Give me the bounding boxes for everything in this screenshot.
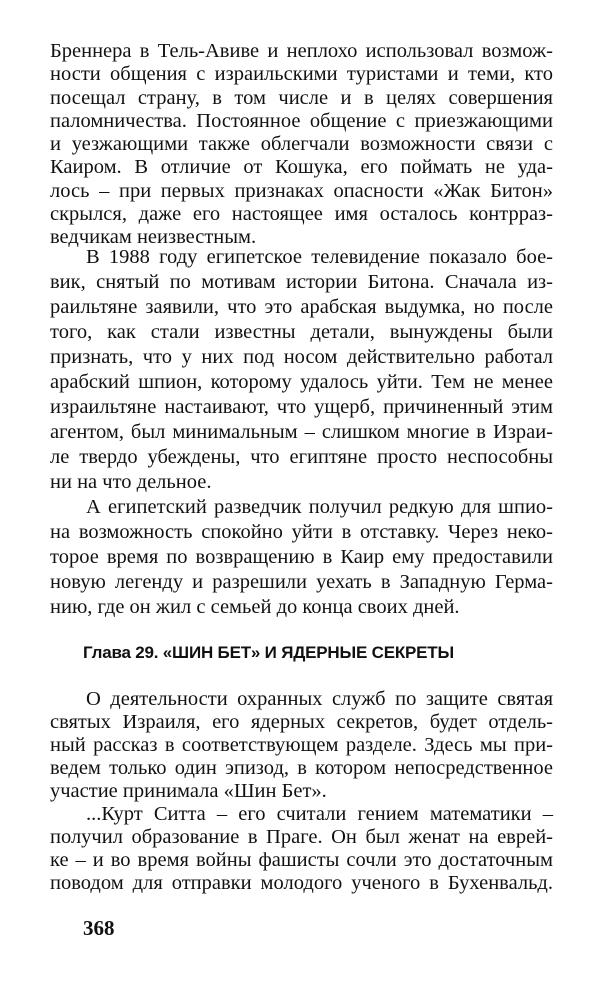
- text-line: ведем только один эпизод, в котором непосредственное: [50, 757, 553, 779]
- paragraph: [50, 688, 553, 803]
- text-line: посещал страну, в том числе и в целях совершения: [50, 86, 553, 109]
- text-line: ке – и во время войны фашисты сочли это достаточным: [50, 849, 553, 871]
- text-block-middle: [50, 245, 553, 620]
- text-line: и уезжающими также облегчали возможности связи с: [50, 133, 553, 156]
- text-line: скрылся, даже его настоящее имя осталось контрраз-: [50, 203, 553, 226]
- text-line: ный рассказ в соответствующем разделе. Здесь мы при-: [50, 734, 553, 756]
- text-line: В 1988 году египетское телевидение показало бое-: [86, 246, 553, 268]
- text-block-bottom: [50, 688, 553, 895]
- text-line: А египетский разведчик получил редкую для шпио-: [86, 496, 553, 518]
- text-line: того, как стали известны детали, вынуждены были: [50, 321, 553, 343]
- text-line: нию, где он жил с семьей до конца своих дней.: [50, 596, 460, 618]
- text-line: израильтяне настаивают, что ущерб, причиненный этим: [50, 396, 553, 418]
- text-line: О деятельности охранных служб по защите святая: [86, 688, 553, 710]
- text-line: поводом для отправки молодого ученого в Бухенвальд.: [50, 872, 553, 894]
- text-line: арабский шпион, которому удалось уйти. Тем не менее: [50, 371, 553, 393]
- chapter-heading: Глава 29. «ШИН БЕТ» И ЯДЕРНЫЕ СЕКРЕТЫ: [83, 643, 454, 662]
- paragraph: [50, 245, 553, 495]
- text-line: вик, снятый по мотивам истории Битона. Сначала из-: [50, 271, 553, 293]
- text-block-top: [50, 40, 553, 250]
- text-line: Бреннера в Тель-Авиве и неплохо использовал возмож-: [50, 40, 553, 62]
- text-line: получил образование в Праге. Он был женат на еврей-: [50, 826, 553, 848]
- text-line: паломничества. Постоянное общение с приезжающими: [50, 109, 553, 132]
- text-line: агентом, был минимальным – слишком многие в Израи-: [50, 421, 553, 443]
- text-line: ле твердо убеждены, что египтяне просто неспособны: [50, 446, 553, 468]
- text-line: участие принимала «Шин Бет».: [50, 780, 327, 802]
- text-line: лось – при первых признаках опасности «Жак Битон»: [50, 179, 553, 202]
- text-line: ведчикам неизвестным.: [50, 226, 257, 249]
- text-line: Каиром. В отличие от Кошука, его поймать не уда-: [50, 156, 553, 179]
- text-line: раильтяне заявили, что это арабская выдумка, но после: [50, 296, 553, 318]
- text-line: святых Израиля, его ядерных секретов, будет отдель-: [50, 711, 553, 733]
- text-line: ни на что дельное.: [50, 471, 212, 493]
- text-line: ...Курт Ситта – его считали гением математики –: [86, 803, 553, 825]
- text-line: на возможность спокойно уйти в отставку. Через неко-: [50, 521, 553, 543]
- text-line: признать, что у них под носом действительно работал: [50, 346, 553, 368]
- paragraph: [50, 40, 553, 250]
- text-line: торое время по возвращению в Каир ему предоставили: [50, 546, 553, 568]
- page-number: 368: [83, 916, 115, 940]
- paragraph: [50, 495, 553, 620]
- text-line: ности общения с израильскими туристами и теми, кто: [50, 63, 553, 86]
- paragraph: [50, 803, 553, 895]
- text-line: новую легенду и разрешили уехать в Западную Герма-: [50, 571, 553, 593]
